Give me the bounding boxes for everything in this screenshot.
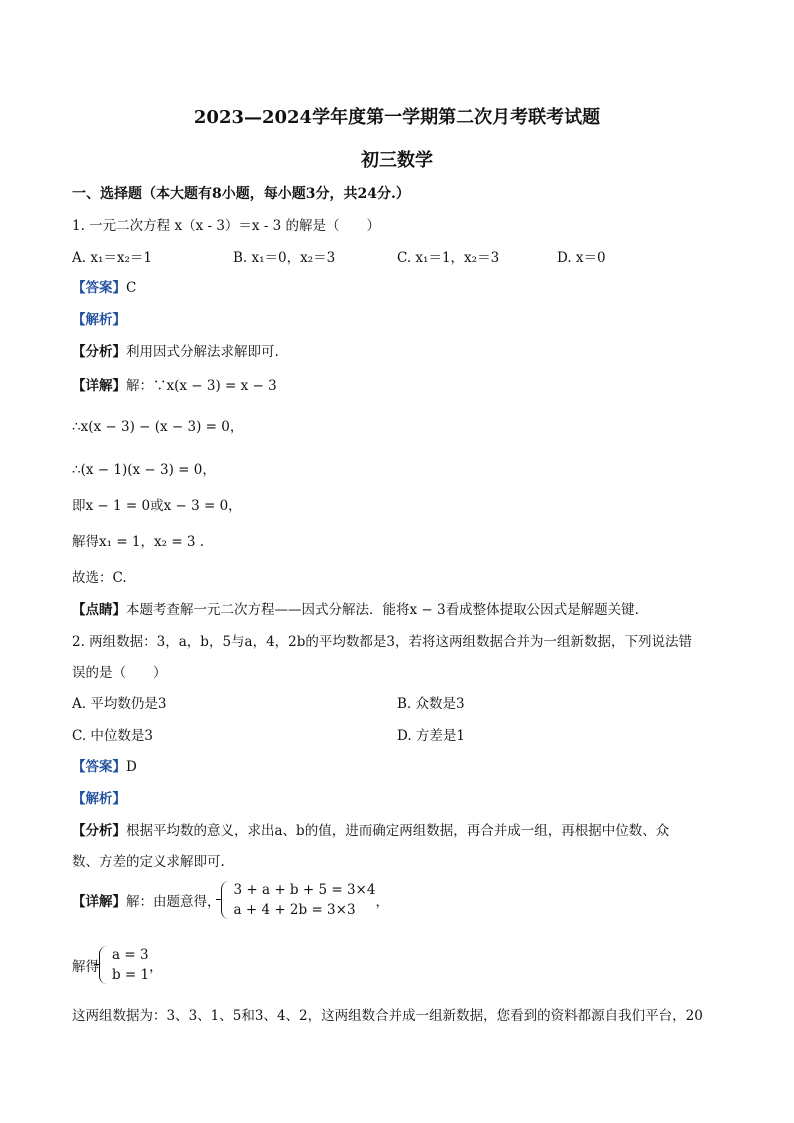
q2-stem-line-1: 2. 两组数据：3，a，b，5与a，4，2b的平均数都是3，若将这两组数据合并为一组新数据，下列说法错 xyxy=(72,634,692,650)
fenxi-tag: 【分析】 xyxy=(72,823,126,839)
answer-tag: 【答案】 xyxy=(72,759,126,775)
q2-solve-intro: 解得 xyxy=(72,959,99,975)
exam-subtitle: 初三数学 xyxy=(361,150,433,171)
brace-icon xyxy=(221,881,230,919)
q2-option-a: A. 平均数仍是3 xyxy=(72,696,167,712)
q2-last-line: 这两组数据为：3、3、1、5和3、4、2，这两组数合并成一组新数据，您看到的资料都源自我们平台，20 xyxy=(72,1008,703,1024)
q1-stem: 1. 一元二次方程 x（x - 3）＝x - 3 的解是（ ） xyxy=(72,218,381,234)
q1-detail-line-4: 即x − 1 = 0或x − 3 = 0， xyxy=(72,498,242,514)
q2-fenxi-row xyxy=(72,819,669,839)
detail-tag: 【详解】 xyxy=(72,894,126,910)
solution-b: b = 1 xyxy=(112,967,150,983)
q1-answer: C xyxy=(126,280,137,296)
system1-suffix: ， xyxy=(375,894,389,910)
q1-dianjing-row xyxy=(72,598,639,618)
q2-option-d: D. 方差是1 xyxy=(397,728,466,744)
equation-2: a + 4 + 2b = 3×3 xyxy=(233,902,356,918)
q1-option-a: A. x₁＝x₂＝1 xyxy=(72,250,152,266)
q2-answer: D xyxy=(126,759,137,775)
q2-stem-line-2: 误的是（ ） xyxy=(72,665,167,681)
q2-option-c: C. 中位数是3 xyxy=(72,728,154,744)
q2-option-b: B. 众数是3 xyxy=(397,696,465,712)
equation-1: 3 + a + b + 5 = 3×4 xyxy=(233,882,376,898)
equation-system-2 xyxy=(112,945,149,985)
q2-analysis-tag: 【解析】 xyxy=(72,791,126,807)
brace-icon xyxy=(99,946,108,984)
q2-answer-row xyxy=(72,755,137,775)
solution-a: a = 3 xyxy=(112,947,149,963)
q1-detail-line-3: ∴(x − 1)(x − 3) = 0， xyxy=(72,462,216,478)
q2-solve-row xyxy=(72,945,163,985)
q2-fenxi-line-2: 数、方差的定义求解即可. xyxy=(72,854,225,870)
exam-title: 2023—2024学年度第一学期第二次月考联考试题 xyxy=(193,107,601,128)
q1-dianjing: 本题考查解一元二次方程——因式分解法．能将x − 3看成整体提取公因式是解题关键. xyxy=(126,602,639,618)
answer-tag: 【答案】 xyxy=(72,280,126,296)
q1-fenxi-row xyxy=(72,340,279,360)
dianjing-tag: 【点睛】 xyxy=(72,602,126,618)
section-heading: 一、选择题（本大题有8小题，每小题3分，共24分.） xyxy=(72,186,410,202)
fenxi-tag: 【分析】 xyxy=(72,344,126,360)
q2-fenxi-line-1: 根据平均数的意义，求出a、b的值，进而确定两组数据，再合并成一组，再根据中位数、众 xyxy=(126,823,670,839)
q1-option-d: D. x＝0 xyxy=(557,250,606,266)
q2-detail-intro: 解：由题意得， xyxy=(126,894,221,910)
q1-analysis-tag: 【解析】 xyxy=(72,312,126,328)
q1-option-b: B. x₁＝0，x₂＝3 xyxy=(233,250,336,266)
q1-fenxi: 利用因式分解法求解即可. xyxy=(126,344,279,360)
q1-detail-line-5: 解得x₁ = 1，x₂ = 3 . xyxy=(72,534,205,550)
q1-detail-line-6: 故选：C. xyxy=(72,570,127,586)
equation-system-1 xyxy=(234,880,376,920)
q1-detail-line-1: 解：∵x(x − 3) = x − 3 xyxy=(126,378,277,394)
detail-tag: 【详解】 xyxy=(72,378,126,394)
q1-detail-row xyxy=(72,374,277,394)
system2-suffix: ， xyxy=(149,959,163,975)
q2-detail-row xyxy=(72,880,389,920)
q1-answer-row xyxy=(72,276,136,296)
q1-detail-line-2: ∴x(x − 3) − (x − 3) = 0， xyxy=(72,419,244,435)
q1-option-c: C. x₁＝1，x₂＝3 xyxy=(397,250,500,266)
